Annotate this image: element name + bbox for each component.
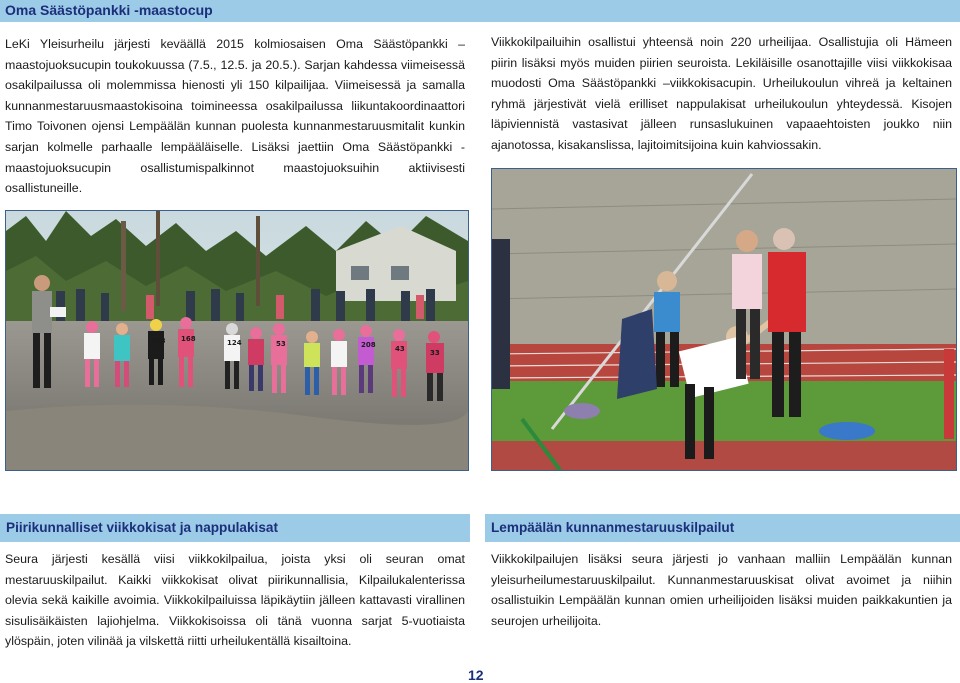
section-heading-municipal-championships: Lempäälän kunnanmestaruuskilpailut xyxy=(491,520,735,535)
page-number: 12 xyxy=(468,667,484,683)
section-heading-weekly-competitions: Piirikunnalliset viikkokisat ja nappulakisat xyxy=(6,520,278,535)
left-intro-paragraph: LeKi Yleisurheilu järjesti keväällä 2015 kolmiosaisen Oma Säästöpankki – maastojuoksucupin toukokuussa (7.5., 12.5. ja 20.5.). Sarjan kahdessa viimeisessä osakilpailussa oli molemmissa hienosti yli 150 kilpailijaa. Viimeisessä ja samalla kunnanmestaruusmaastokisoina toimineessa osakilpailussa liikuntakoordinaattori Timo Toivonen ojensi Lempäälän kunnan puolesta kunnanmestaruusmitalit kunkin sarjan kolmelle parhaalle lempääläiselle. Lisäksi jaettiin Oma Säästöpankki -maastojuoksucupin osallistumispalkinnot maastojuoksuihin aktiivisesti osallistuneille. xyxy=(5,37,465,196)
bib-number: 43 xyxy=(395,345,405,353)
bib-number: 168 xyxy=(181,335,196,343)
weekly-competitions-paragraph: Seura järjesti kesällä viisi viikkokilpailua, joista yksi oli seuran omat mestaruuskilpailut. Kaikki viikkokisat olivat piirikunnallisia, Kilpailukalenterissa olevia sekä kaikille avoimia. Viikkokilpailuissa läpikäytiin jälleen kattavasti virallinen sisulisäikäisten lajiohjelma. Viikkokisoissa oli tänä vuonna sarjat 5-vuotiaista ylöspäin, joten vilinää ja vilskettä riitti urheilukentällä kisailtoina. xyxy=(5,552,465,649)
section-heading-bar xyxy=(485,514,960,542)
bib-number: 53 xyxy=(276,340,286,348)
bib-number: 124 xyxy=(227,339,242,347)
cross-country-start-photo xyxy=(5,210,469,471)
javelin-throw-illustration xyxy=(492,169,956,470)
cross-country-start-illustration xyxy=(6,211,468,470)
bib-number: 123 xyxy=(151,337,166,345)
bib-number: 208 xyxy=(361,341,376,349)
bib-number: 33 xyxy=(430,349,440,357)
page-title: Oma Säästöpankki -maastocup xyxy=(5,2,213,18)
javelin-throw-photo xyxy=(491,168,957,471)
section-heading-bar xyxy=(0,514,470,542)
right-intro-paragraph: Viikkokilpailuihin osallistui yhteensä noin 220 urheilijaa. Osallistujia oli Hämeen piirin lisäksi myös muiden piirien seuroista. Lekiläisille osanottajille viisi viikkokisaa muodosti Oma Säästöpankki –viikkokisacupin. Urheilukoulun vihreä ja keltainen ryhmä järjestivät vielä erilliset nappulakisat urheilukoulun yhteydessä. Kisojen läpiviennistä vastasivat jälleen runsaslukuinen vapaaehtoisten joukko niin ajanotossa, kisakanslissa, lajitoimitsijoina kuin kahviossakin. xyxy=(491,35,952,152)
municipal-championships-paragraph: Viikkokilpailujen lisäksi seura järjesti jo vanhaan malliin Lempäälän kunnan yleisurheilumestaruuskilpailut. Kunnanmestaruuskisat olivat avoimet ja niihin osallistuikin Lempäälän kunnan omien urheilijoiden lisäksi muiden paikkakuntien ja seurojen urheilijoita. xyxy=(491,552,952,628)
